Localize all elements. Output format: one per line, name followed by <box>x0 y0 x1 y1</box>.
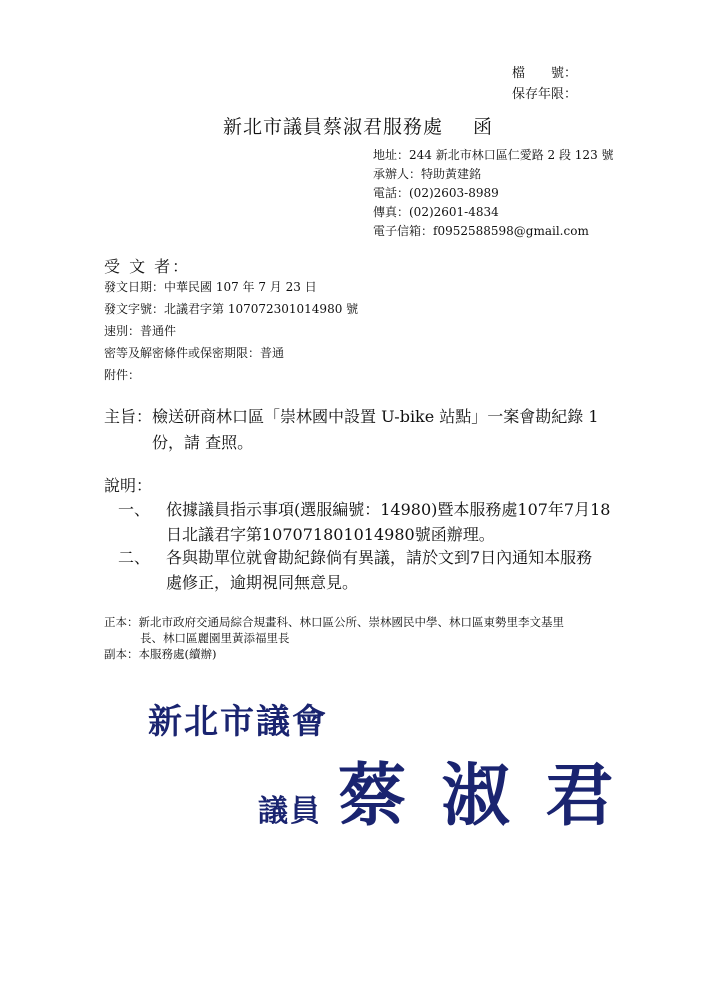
file-number-label: 檔 號： <box>512 66 578 81</box>
subject-line-2: 份，請 查照。 <box>152 433 254 452</box>
explanation-item-text: 各與勘單位就會勘紀錄倘有異議，請於文到7日內通知本服務 <box>166 548 593 567</box>
contact-fax: 傳真：(02)2601-4834 <box>373 205 499 219</box>
councilor-name-stamp: 蔡 淑 君 <box>338 756 620 836</box>
explanation-item-text: 日北議君字第107071801014980號函辦理。 <box>166 525 495 544</box>
explanation-item-number: 二、 <box>118 548 151 567</box>
document-number: 發文字號：北議君字第 107072301014980 號 <box>104 302 359 316</box>
document-type: 函 <box>473 116 494 138</box>
document-title <box>223 112 493 139</box>
recipient-label: 受 文 者： <box>104 257 191 276</box>
contact-email: 電子信箱：f0952588598@gmail.com <box>373 224 589 238</box>
copy-recipients: 副本：本服務處(續辦) <box>104 647 217 661</box>
explanation-label: 說明： <box>104 476 153 495</box>
original-recipients-line-1: 正本：新北市政府交通局綜合規畫科、林口區公所、崇林國民中學、林口區東勢里李文基里 <box>104 615 564 629</box>
delivery-speed: 速別：普通件 <box>104 324 177 338</box>
contact-address: 地址：244 新北市林口區仁愛路 2 段 123 號 <box>373 148 614 162</box>
explanation-item-text: 處修正，逾期視同無意見。 <box>166 573 359 592</box>
explanation-item-text: 依據議員指示事項(選服編號：14980)暨本服務處107年7月18 <box>166 500 611 519</box>
original-recipients-line-2: 長、林口區麗園里黃添福里長 <box>140 631 290 645</box>
attachment-label: 附件： <box>104 368 141 382</box>
explanation-item-number: 一、 <box>118 500 151 519</box>
contact-handler: 承辦人：特助黃建銘 <box>373 167 482 181</box>
councilor-title-stamp: 議員 <box>258 794 322 829</box>
council-seal-text: 新北市議會 <box>148 702 328 742</box>
issue-date: 發文日期：中華民國 107 年 7 月 23 日 <box>104 280 317 294</box>
secrecy-level: 密等及解密條件或保密期限：普通 <box>104 346 285 360</box>
contact-phone: 電話：(02)2603-8989 <box>373 186 499 200</box>
retention-period-label: 保存年限： <box>512 87 578 102</box>
subject-line-1: 主旨：檢送研商林口區「崇林國中設置 U-bike 站點」一案會勘紀錄 1 <box>104 407 599 426</box>
issuing-organization: 新北市議員蔡淑君服務處 <box>223 116 444 138</box>
